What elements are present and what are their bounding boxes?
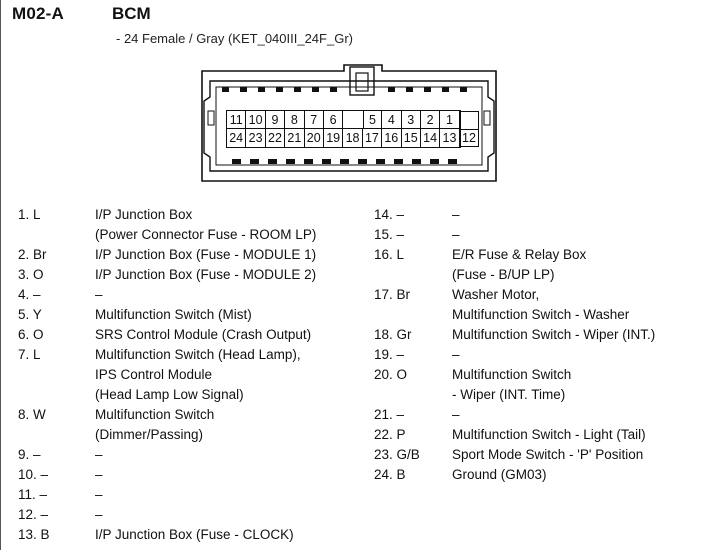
pin-number: 5. Y	[18, 307, 42, 322]
pin-row	[18, 445, 368, 465]
pin-cell: 16	[382, 129, 401, 147]
pin-description: I/P Junction Box (Fuse - CLOCK)	[95, 527, 294, 542]
pin-row	[374, 285, 704, 305]
pin-number: 7. L	[18, 347, 41, 362]
pin-description: E/R Fuse & Relay Box	[452, 247, 587, 262]
pin-list-right	[374, 205, 704, 485]
pin-description: (Head Lamp Low Signal)	[95, 387, 244, 402]
pin-list-left	[18, 205, 368, 545]
pin-number: 15. –	[374, 227, 405, 242]
pin-row	[18, 365, 368, 385]
pin-cell: 2	[421, 111, 440, 129]
pin-row	[374, 425, 704, 445]
pin-number: 8. W	[18, 407, 46, 422]
pin-description: –	[95, 507, 103, 522]
pin-number: 6. O	[18, 327, 44, 342]
pin-number: 21. –	[374, 407, 405, 422]
pin-description: I/P Junction Box	[95, 207, 193, 222]
pin-number: 24. B	[374, 467, 406, 482]
pin-description: Multifunction Switch	[95, 407, 215, 422]
pin-cell: 3	[402, 111, 421, 129]
pin-description: –	[95, 447, 103, 462]
pin-cell: 4	[382, 111, 401, 129]
pin-cell: 5	[363, 111, 382, 129]
pin-number: 19. –	[374, 347, 405, 362]
pin-description: I/P Junction Box (Fuse - MODULE 1)	[95, 247, 317, 262]
pin-description: (Fuse - B/UP LP)	[452, 267, 555, 282]
pin-cell: 23	[246, 129, 265, 147]
pin-description: –	[452, 347, 460, 362]
pin-number: 17. Br	[374, 287, 411, 302]
pin-row	[18, 245, 368, 265]
pin-description: Multifunction Switch - Washer	[452, 307, 630, 322]
pin-row	[18, 225, 368, 245]
pin-row	[18, 205, 368, 225]
component-name: BCM	[112, 4, 151, 23]
pin-cell: 6	[324, 111, 343, 129]
pin-description: Multifunction Switch - Wiper (INT.)	[452, 327, 656, 342]
pin-description: Multifunction Switch (Mist)	[95, 307, 252, 322]
pin-number: 13. B	[18, 527, 50, 542]
pin-row	[18, 465, 368, 485]
pin-row	[374, 365, 704, 385]
pin-row	[374, 445, 704, 465]
pin-row	[374, 385, 704, 405]
pin-cell: 22	[266, 129, 285, 147]
pin-cell: 24	[227, 129, 246, 147]
pin-row	[18, 505, 368, 525]
pin-number: 14. –	[374, 207, 405, 222]
pin-number: 23. G/B	[374, 447, 420, 462]
pin-row	[374, 325, 704, 345]
pin-description: (Power Connector Fuse - ROOM LP)	[95, 227, 317, 242]
pin-number: 11. –	[18, 487, 48, 502]
connector-code: M02-A	[12, 4, 65, 23]
pin-cell: 14	[421, 129, 440, 147]
pin-cell: 8	[285, 111, 304, 129]
connector-pin-grid	[226, 110, 461, 148]
pin-number: 22. P	[374, 427, 406, 442]
pin-cell-empty	[460, 111, 479, 129]
pin-row	[18, 265, 368, 285]
pin-number: 4. –	[18, 287, 41, 302]
pin-cell: 18	[343, 129, 362, 147]
pin-description: I/P Junction Box (Fuse - MODULE 2)	[95, 267, 317, 282]
pin-number: 18. Gr	[374, 327, 412, 342]
pin-number: 9. –	[18, 447, 41, 462]
pin-cell: 11	[227, 111, 246, 129]
pin-description: IPS Control Module	[95, 367, 213, 382]
pin-number: 10. –	[18, 467, 49, 482]
pin-row	[374, 205, 704, 225]
pin-row	[374, 405, 704, 425]
pin-cell: 20	[305, 129, 324, 147]
pin-cell: 21	[285, 129, 304, 147]
pin-description: –	[452, 227, 460, 242]
pin-row	[374, 345, 704, 365]
pin-cell: 9	[266, 111, 285, 129]
pin-description: –	[452, 407, 460, 422]
pin-description: –	[452, 207, 460, 222]
page-left-border	[0, 0, 1, 550]
pin-row	[18, 325, 368, 345]
pin-description: Ground (GM03)	[452, 467, 547, 482]
pin-cell: 10	[246, 111, 265, 129]
pin-description: –	[95, 487, 103, 502]
pin-row	[374, 225, 704, 245]
pin-description: - Wiper (INT. Time)	[452, 387, 566, 402]
pin-description: Multifunction Switch - Light (Tail)	[452, 427, 646, 442]
connector-subtitle: - 24 Female / Gray (KET_040III_24F_Gr)	[116, 31, 353, 46]
pin-row	[18, 385, 368, 405]
pin-cell: 12	[460, 129, 479, 147]
pin-number: 20. O	[374, 367, 408, 382]
pin-row	[18, 285, 368, 305]
pin-number: 3. O	[18, 267, 44, 282]
pin-row	[18, 485, 368, 505]
pin-number: 12. –	[18, 507, 49, 522]
pin-cell: 13	[440, 129, 459, 147]
pin-row	[18, 305, 368, 325]
pin-row	[18, 405, 368, 425]
pin-cell: 7	[305, 111, 324, 129]
pin-number: 16. L	[374, 247, 405, 262]
pin-description: Multifunction Switch	[452, 367, 572, 382]
pin-description: (Dimmer/Passing)	[95, 427, 204, 442]
pin-description: SRS Control Module (Crash Output)	[95, 327, 312, 342]
pin-row	[18, 345, 368, 365]
pin-description: Sport Mode Switch - 'P' Position	[452, 447, 644, 462]
pin-description: –	[95, 467, 103, 482]
pin-cell: 17	[363, 129, 382, 147]
pin-cell-empty	[343, 111, 362, 129]
pin-number: 2. Br	[18, 247, 47, 262]
pin-row	[374, 245, 704, 265]
pin-row	[374, 305, 704, 325]
pin-row	[374, 265, 704, 285]
pin-description: –	[95, 287, 103, 302]
pin-description: Washer Motor,	[452, 287, 540, 302]
pin-cell: 15	[402, 129, 421, 147]
pin-row	[18, 425, 368, 445]
pin-number: 1. L	[18, 207, 41, 222]
pin-row	[374, 465, 704, 485]
pin-cell: 1	[440, 111, 459, 129]
pin-row	[18, 525, 368, 545]
pin-cell: 19	[324, 129, 343, 147]
pin-description: Multifunction Switch (Head Lamp),	[95, 347, 301, 362]
